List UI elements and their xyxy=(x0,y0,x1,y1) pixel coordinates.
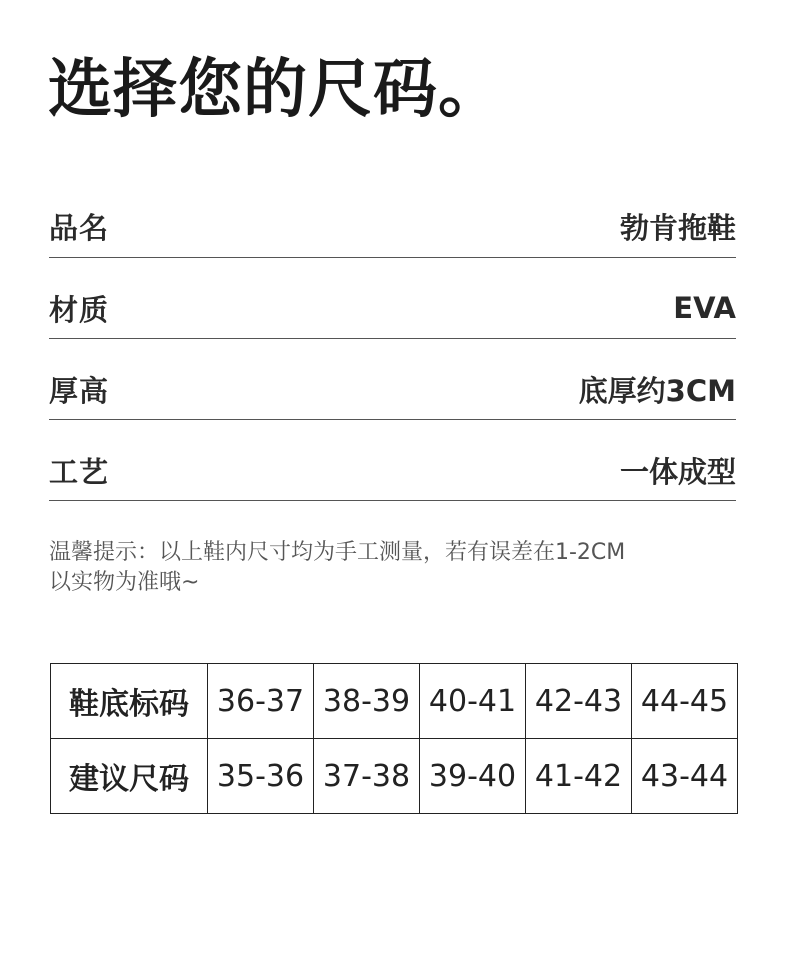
spec-value: EVA xyxy=(673,291,736,325)
table-cell: 44-45 xyxy=(632,664,738,739)
spec-row-craft xyxy=(49,420,736,501)
measurement-note xyxy=(49,538,749,598)
table-row xyxy=(51,739,738,814)
spec-value: 底厚约3CM xyxy=(578,373,736,408)
spec-label: 品名 xyxy=(49,211,110,245)
spec-value: 一体成型 xyxy=(619,454,736,489)
page-title: 选择您的尺码。 xyxy=(48,53,503,127)
table-cell: 42-43 xyxy=(526,664,632,739)
spec-value: 勃肯拖鞋 xyxy=(619,211,736,245)
table-cell: 37-38 xyxy=(314,739,420,814)
spec-row-name xyxy=(49,176,736,258)
table-cell: 35-36 xyxy=(208,739,314,814)
note-line: 以实物为准哦~ xyxy=(49,570,200,595)
table-cell: 43-44 xyxy=(632,739,738,814)
table-cell: 36-37 xyxy=(208,664,314,739)
spec-label: 厚高 xyxy=(49,373,110,408)
spec-label: 材质 xyxy=(49,292,110,327)
table-cell: 38-39 xyxy=(314,664,420,739)
table-cell: 40-41 xyxy=(420,664,526,739)
row-header: 建议尺码 xyxy=(51,739,208,814)
spec-row-material xyxy=(49,258,736,339)
spec-label: 工艺 xyxy=(49,454,110,489)
spec-list xyxy=(49,176,736,501)
note-line: 温馨提示：以上鞋内尺寸均为手工测量，若有误差在1-2CM xyxy=(49,540,626,565)
spec-row-thickness xyxy=(49,339,736,420)
table-row xyxy=(51,664,738,739)
table-cell: 39-40 xyxy=(420,739,526,814)
table-cell: 41-42 xyxy=(526,739,632,814)
row-header: 鞋底标码 xyxy=(51,664,208,739)
size-table xyxy=(50,663,738,814)
